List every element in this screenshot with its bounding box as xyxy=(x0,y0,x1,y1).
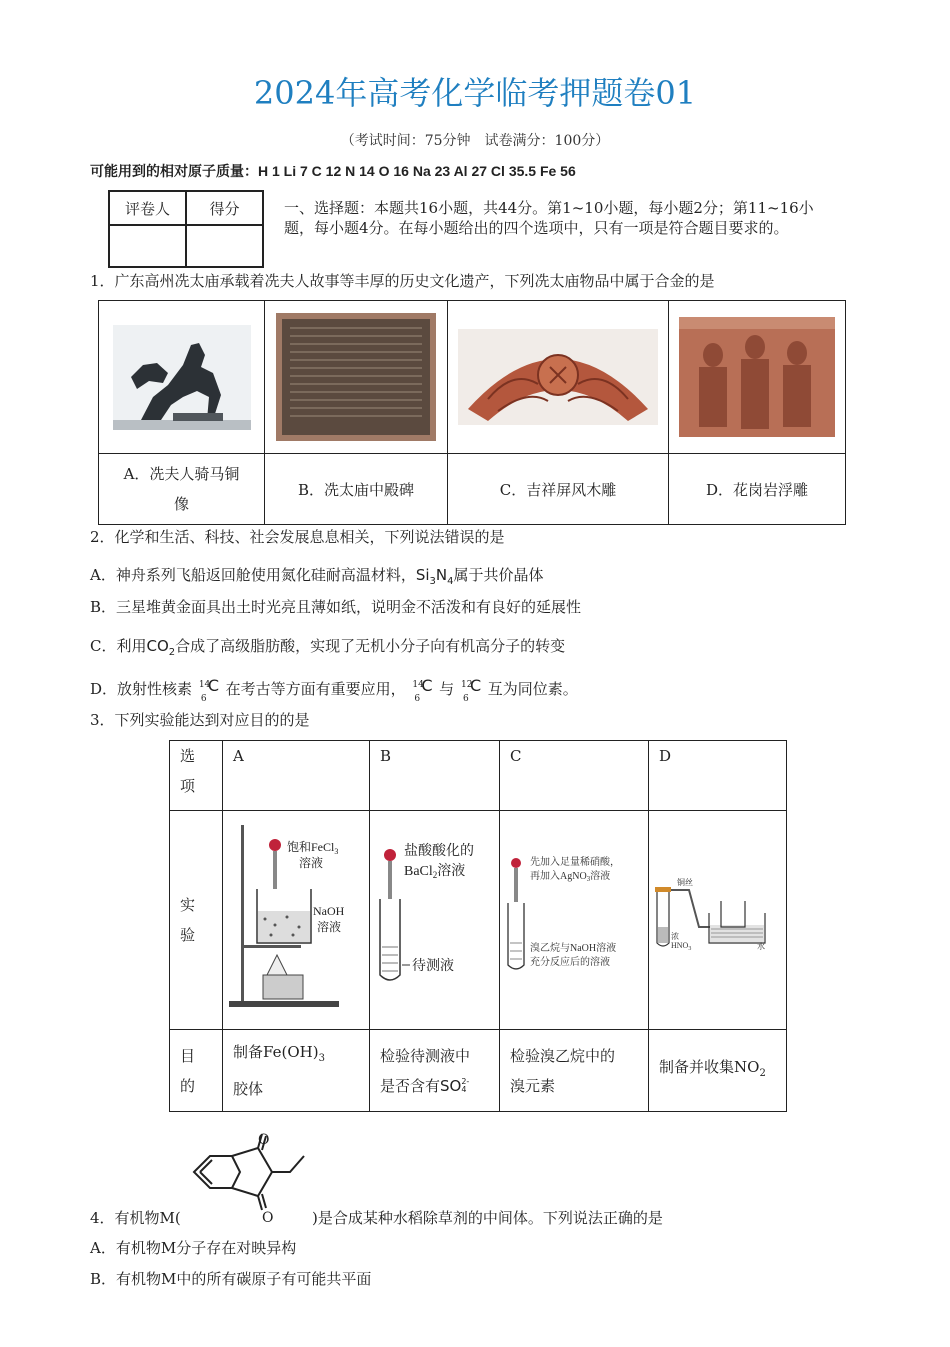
wood-carving-photo xyxy=(458,329,658,425)
q2-a-pre: A．神舟系列飞船返回舱使用氮化硅耐高温材料， xyxy=(90,566,416,584)
page-title: 2024年高考化学临考押题卷01 xyxy=(253,74,697,112)
q3-header-goal: 目 的 xyxy=(170,1030,223,1112)
q3-goal-c[interactable]: 检验溴乙烷中的 溴元素 xyxy=(500,1030,649,1112)
q3-col-b: B xyxy=(370,741,500,811)
q3-col-a: A xyxy=(223,741,370,811)
q2-c-post: 合成了高级脂肪酸，实现了无机小分子向有机高分子的转变 xyxy=(175,637,566,655)
q2-c-pre: C．利用 xyxy=(90,637,147,655)
apparatus-b-label-top2: BaCl xyxy=(404,864,433,879)
svg-text:BaCl2溶液: BaCl$_2$溶液 xyxy=(404,864,466,880)
section-line-1: 一、选择题：本题共16小题，共44分。第1~10小题，每小题2分；第11~16小 xyxy=(284,199,814,217)
q1-option-b-label: B．冼太庙中殿碑 xyxy=(297,480,415,499)
q2-a-post: 属于共价晶体 xyxy=(453,566,544,584)
sulfate-formula: SO 2- 4 xyxy=(440,1076,470,1095)
si3n4-formula: $Si_3N_4$ xyxy=(415,566,454,587)
apparatus-a-label-mid: NaOH xyxy=(313,904,345,918)
svg-text:再加入AgNO3溶液: 再加入AgNO$_3$溶液 xyxy=(530,871,611,883)
section-instructions xyxy=(284,198,884,238)
q2-option-c[interactable] xyxy=(90,636,565,663)
q3-exp-b xyxy=(370,811,500,1030)
q2-d-pre: D．放射性核素 xyxy=(90,680,193,698)
q1-option-d[interactable] xyxy=(669,454,846,525)
molecule-m-structure xyxy=(186,1128,316,1224)
q1-stem: 1．广东高州冼太庙承载着冼夫人故事等丰厚的历史文化遗产，下列冼太庙物品中属于合金的是 xyxy=(90,272,715,290)
reviewer-field[interactable] xyxy=(109,225,186,267)
reviewer-label: 评卷人 xyxy=(109,191,186,225)
apparatus-a-label-mid2: 溶液 xyxy=(317,920,342,934)
q4-stem-pre: 4．有机物M( xyxy=(90,1209,181,1227)
apparatus-c-diagram xyxy=(504,815,644,1015)
atomic-masses: 可能用到的相对原子质量：H 1 Li 7 C 12 N 14 O 16 Na 23 Al 27 Cl 35.5 Fe 56 xyxy=(90,163,576,179)
score-field[interactable] xyxy=(186,225,263,267)
q1-photo-a-cell xyxy=(99,301,265,454)
apparatus-c-label-bottom2: 充分反应后的溶液 xyxy=(530,957,610,968)
q2-d-post: 互为同位素。 xyxy=(487,680,578,698)
apparatus-b-label-bottom: 待测液 xyxy=(412,959,454,974)
apparatus-d-label-top: 铜丝 xyxy=(677,878,693,887)
q3-goal-d[interactable]: 制备并收集$NO_2$ xyxy=(649,1030,787,1112)
granite-relief-photo xyxy=(679,317,835,437)
q2-option-d[interactable] xyxy=(90,676,578,704)
q1-option-d-label: D．花岗岩浮雕 xyxy=(705,480,809,499)
q3-goal-b[interactable]: 检验待测液中 是否含有SO 2- 4 xyxy=(370,1030,500,1112)
q3-col-c: C xyxy=(500,741,649,811)
q1-option-a-label-2: 像 xyxy=(173,495,189,513)
q4-option-b[interactable]: B．有机物M中的所有碳原子有可能共平面 xyxy=(90,1270,372,1288)
q2-d-mid1: 在考古等方面有重要应用， xyxy=(225,680,406,698)
q3-col-d: D xyxy=(649,741,787,811)
q3-exp-a xyxy=(223,811,370,1030)
carbon-14-symbol-2: 14 6 C xyxy=(412,676,433,704)
section-line-2: 题，每小题4分。在每小题给出的四个选项中，只有一项是符合题目要求的。 xyxy=(284,219,789,237)
apparatus-b-label-top: 盐酸酸化的 xyxy=(404,844,474,859)
carbon-14-symbol: 14 6 C xyxy=(198,676,219,704)
q2-d-mid2: 与 xyxy=(439,680,455,698)
q3-exp-d xyxy=(649,811,787,1030)
q3-stem: 3．下列实验能达到对应目的的是 xyxy=(90,711,310,729)
apparatus-c-label-bottom: 溴乙烷与NaOH溶液 xyxy=(530,943,617,954)
apparatus-a-label-top2: 溶液 xyxy=(299,856,324,870)
score-box xyxy=(108,190,264,268)
q1-photo-c-cell xyxy=(448,301,669,454)
q1-option-a-label-1: A．冼夫人骑马铜 xyxy=(123,465,240,483)
score-label: 得分 xyxy=(186,191,263,225)
stone-tablet-photo xyxy=(276,313,436,441)
q4-option-a[interactable]: A．有机物M分子存在对映异构 xyxy=(90,1239,297,1257)
q1-photo-d-cell xyxy=(669,301,846,454)
q1-option-c[interactable] xyxy=(448,454,669,525)
apparatus-d-label-right: 水 xyxy=(757,942,765,951)
exam-info: （考试时间：75分钟 试卷满分：100分） xyxy=(340,133,610,149)
q1-option-b[interactable] xyxy=(265,454,448,525)
q1-photo-b-cell xyxy=(265,301,448,454)
apparatus-b-diagram xyxy=(374,815,489,1015)
svg-text:HNO3: $HNO_3$ xyxy=(671,941,692,952)
q3-header-option: 选 项 xyxy=(170,741,223,811)
q3-goal-a[interactable]: 制备$Fe(OH)_3$ 胶体 xyxy=(223,1030,370,1112)
apparatus-c-label-top2: 再加入AgNO xyxy=(530,871,587,882)
q2-option-a[interactable] xyxy=(90,565,544,592)
q1-option-c-label: C．吉祥屏风木雕 xyxy=(499,480,617,499)
apparatus-a-label-top: 饱和FeCl xyxy=(287,840,335,854)
q1-option-a[interactable] xyxy=(99,454,265,525)
carbon-12-symbol: 12 6 C xyxy=(460,676,482,704)
co2-formula: $CO_2$ xyxy=(146,637,176,658)
q4-stem-post: )是合成某种水稻除草剂的中间体。下列说法正确的是 xyxy=(312,1209,663,1227)
q3-header-exp: 实 验 xyxy=(170,811,223,1030)
carbonyl-o-bottom: O xyxy=(262,1210,274,1224)
apparatus-d-diagram xyxy=(653,815,771,1015)
q1-options-table xyxy=(98,300,846,525)
svg-text:饱和FeCl3: 饱和FeCl$_3$ xyxy=(287,840,339,856)
q3-exp-c xyxy=(500,811,649,1030)
q3-table xyxy=(169,740,787,1112)
q2-option-b[interactable]: B．三星堆黄金面具出土时光亮且薄如纸，说明金不活泼和有良好的延展性 xyxy=(90,598,582,616)
apparatus-a-diagram xyxy=(227,815,357,1015)
apparatus-c-label-top: 先加入足量稀硝酸， xyxy=(530,857,620,868)
q2-stem: 2．化学和生活、科技、社会发展息息相关，下列说法错误的是 xyxy=(90,528,505,546)
carbonyl-o-top: O xyxy=(258,1132,270,1148)
apparatus-d-label-left: 浓 xyxy=(671,932,679,941)
horse-statue-photo xyxy=(113,325,251,430)
